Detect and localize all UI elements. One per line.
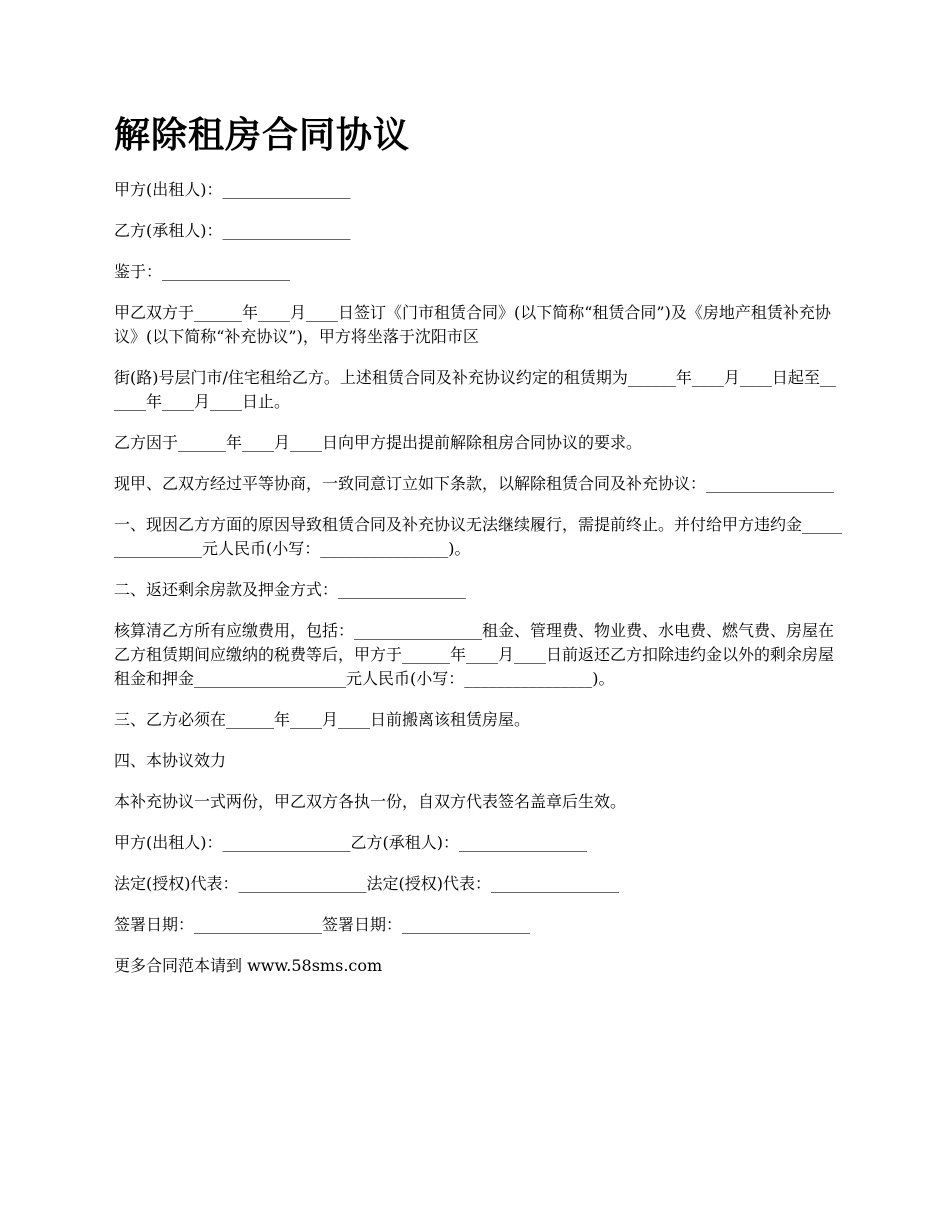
document-page [114, 112, 842, 995]
termination-request-paragraph: 乙方因于______年____月____日向甲方提出提前解除租房合同协议的要求。 [114, 433, 643, 452]
signature-representatives-line: 法定(授权)代表：________________法定(授权)代表：________________ [114, 874, 619, 893]
footer-more-templates: 更多合同范本请到 www.58sms.com [114, 956, 383, 975]
clause-three: 三、乙方必须在______年____月____日前搬离该租赁房屋。 [114, 710, 531, 729]
clause-four-heading: 四、本协议效力 [114, 751, 227, 770]
settlement-paragraph: 核算清乙方所有应缴费用，包括：________________租金、管理费、物业费、水电费、燃气费、房屋在乙方租赁期间应缴纳的税费等后，甲方于______年____月____日前返还乙方扣除违约金以外的剩余房屋租金和押金___________________元人民币(小写：________________)。 [114, 621, 835, 688]
lease-term-paragraph: 街(路)号层门市/住宅租给乙方。上述租赁合同及补充协议约定的租赁期为______年____月____日起至______年____月____日止。 [114, 368, 836, 411]
party-a-line: 甲方(出租人)：________________ [114, 180, 351, 199]
agreement-intro-paragraph: 现甲、乙双方经过平等协商，一致同意订立如下条款，以解除租赁合同及补充协议：________________ [114, 474, 835, 493]
contract-signing-paragraph: 甲乙双方于______年____月____日签订《门市租赁合同》(以下简称“租赁合同”)及《房地产租赁补充协议》(以下简称“补充协议”)，甲方将坐落于沈阳市区 [114, 303, 831, 346]
signature-dates-line: 签署日期：________________签署日期：________________ [114, 915, 531, 934]
effectiveness-paragraph: 本补充协议一式两份，甲乙双方各执一份，自双方代表签名盖章后生效。 [114, 792, 627, 811]
signature-parties-line: 甲方(出租人)：________________乙方(承租人)：________________ [114, 833, 587, 852]
document-title: 解除租房合同协议 [114, 115, 411, 156]
clause-one: 一、现因乙方方面的原因导致租赁合同及补充协议无法继续履行，需提前终止。并付给甲方违约金________________元人民币(小写：________________)。 [114, 515, 843, 558]
whereas-line: 鉴于：________________ [114, 262, 291, 281]
clause-two-heading: 二、返还剩余房款及押金方式：________________ [114, 580, 467, 599]
party-b-line: 乙方(承租人)：________________ [114, 221, 351, 240]
